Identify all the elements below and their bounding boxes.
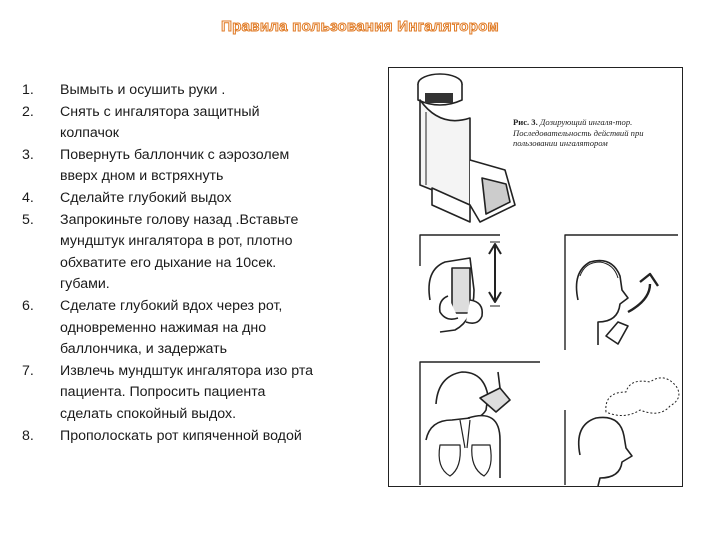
step-text: одновременно нажимая на дно (60, 319, 267, 336)
step-number: 8. (22, 427, 34, 444)
shake-inhaler-hand-icon (420, 235, 501, 332)
step-text: баллончика, и задержать (60, 341, 228, 358)
step-text: Повернуть баллончик с аэрозолем (60, 146, 290, 163)
step-text: вверх дном и встряхнуть (60, 168, 224, 185)
step-number: 6. (22, 297, 34, 314)
step-text: Извлечь мундштук ингалятора изо рта (60, 362, 314, 379)
caption-text: Дозирующий ингаля-тор. Последовательность действий при пользовании ингалятором (513, 117, 644, 148)
step-text: Прополоскать рот кипяченной водой (60, 427, 302, 444)
step-number: 7. (22, 362, 34, 379)
step-text: мундштук ингалятора в рот, плотно (60, 233, 293, 250)
step-text: пациента. Попросить пациента (60, 384, 266, 401)
inhaler-cap-label-icon (425, 93, 453, 103)
page-title: Правила пользования Ингалятором (221, 18, 499, 35)
step-text: Сделате глубокий вдох через рот, (60, 297, 283, 314)
caption-label: Рис. 3. (513, 117, 538, 127)
step-number: 3. (22, 146, 34, 163)
step-text: Запрокиньте голову назад .Вставьте (60, 211, 299, 228)
step-text: сделать спокойный выдох. (60, 405, 237, 422)
step-text: губами. (60, 276, 110, 293)
inhaler-device-icon (418, 74, 515, 222)
step-text: Сделайте глубокий выдох (60, 189, 232, 206)
step-text: Снять с ингалятора защитный (60, 103, 260, 120)
step-text: обхватите его дыхание на 10сек. (60, 254, 277, 271)
head-breath-cloud-icon (565, 378, 679, 486)
step-text: колпачок (60, 125, 119, 142)
step-number: 5. (22, 211, 34, 228)
figure-caption (513, 117, 673, 149)
step-number: 1. (22, 82, 34, 98)
step-number: 4. (22, 189, 34, 206)
step-text: Вымыть и осушить руки . (60, 82, 226, 98)
inhale-lungs-person-icon (420, 362, 540, 485)
head-exhale-icon (565, 235, 678, 350)
step-number: 2. (22, 103, 34, 120)
